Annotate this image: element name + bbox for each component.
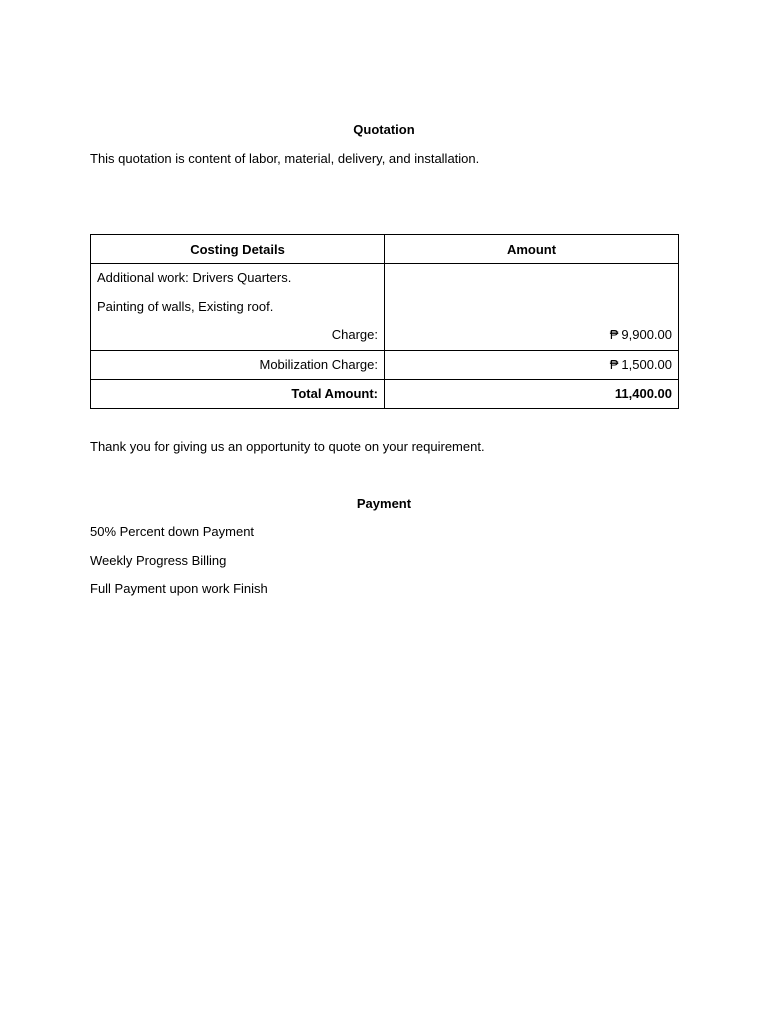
amount-cell: [385, 264, 679, 351]
mobilization-label: Mobilization Charge:: [91, 350, 385, 379]
costing-table: [90, 234, 679, 409]
table-row: [91, 379, 679, 408]
document-title: Quotation: [353, 122, 415, 137]
details-cell: [91, 264, 385, 351]
peso-symbol: ₱: [609, 356, 619, 372]
mobilization-value: 1,500.00: [621, 356, 672, 372]
payment-item-full: Full Payment upon work Finish: [90, 581, 268, 596]
header-costing-details: Costing Details: [91, 235, 385, 264]
table-header-row: [91, 235, 679, 264]
charge-value: 9,900.00: [621, 327, 672, 343]
charge-label: Charge:: [331, 327, 378, 343]
table-row: [91, 350, 679, 379]
header-amount: Amount: [385, 235, 679, 264]
peso-symbol: ₱: [609, 327, 619, 343]
payment-item-down: 50% Percent down Payment: [90, 524, 255, 539]
total-label: Total Amount:: [91, 379, 385, 408]
mobilization-amount: [385, 350, 679, 379]
charge-amount: [391, 321, 672, 350]
payment-item-weekly: Weekly Progress Billing: [90, 553, 227, 568]
table-row: [91, 264, 679, 351]
detail-line-painting: Painting of walls, Existing roof.: [97, 298, 274, 314]
thanks-text: Thank you for giving us an opportunity to quote on your requirement.: [90, 439, 485, 454]
detail-line-work: Additional work: Drivers Quarters.: [97, 270, 292, 285]
intro-text: This quotation is content of labor, material, delivery, and installation.: [90, 151, 480, 166]
total-amount: 11,400.00: [385, 379, 679, 408]
payment-heading: Payment: [356, 496, 412, 511]
